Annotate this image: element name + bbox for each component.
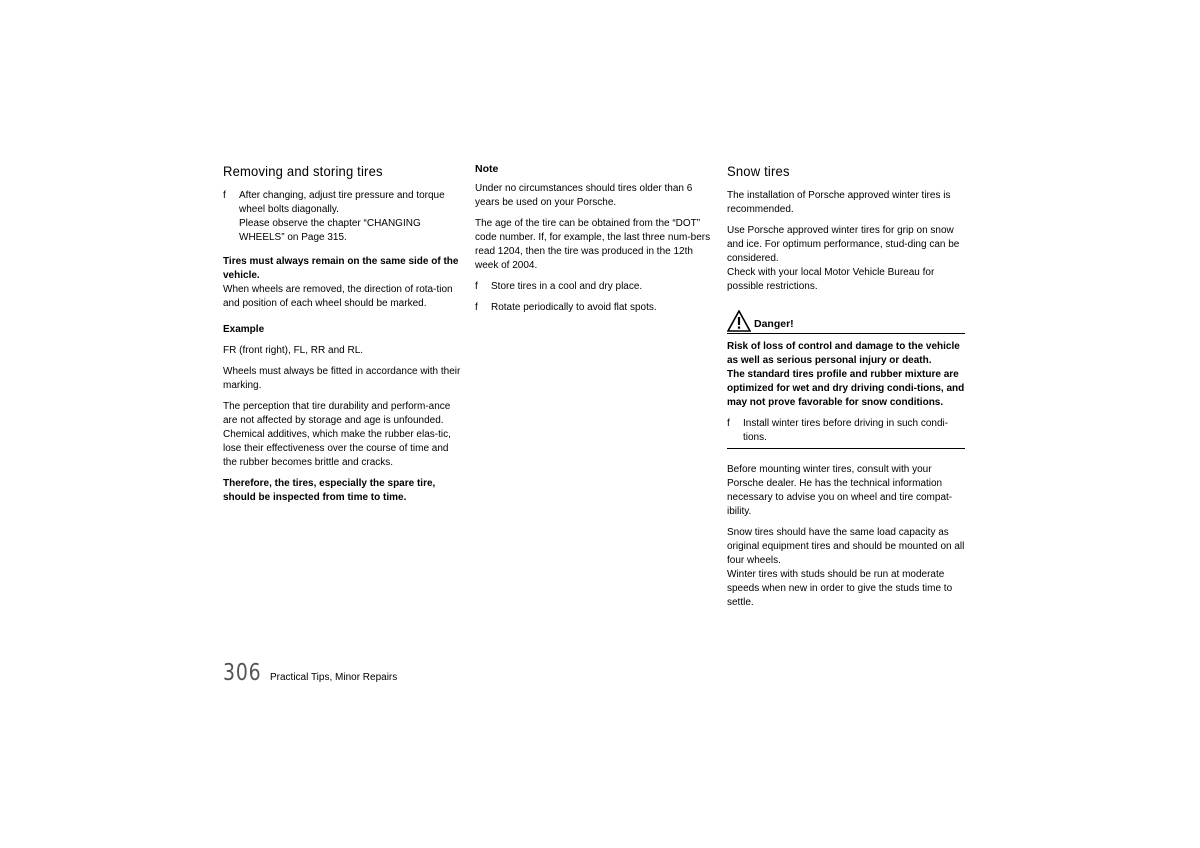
paragraph-load-capacity: Snow tires should have the same load capacity as original equipment tires and should be mounted on all four wheels. bbox=[727, 527, 965, 566]
paragraph-durability: The perception that tire durability and perform-ance are not affected by storage and age is unfounded. bbox=[223, 401, 451, 426]
warning-triangle-icon bbox=[727, 310, 751, 332]
section-title-removing-storing: Removing and storing tires bbox=[223, 163, 383, 179]
footer-section-title: Practical Tips, Minor Repairs bbox=[270, 672, 398, 683]
step-bullet: f bbox=[475, 281, 478, 292]
paragraph-grip: Use Porsche approved winter tires for grip on snow and ice. For optimum performance, stud-ding can be considered. bbox=[727, 225, 960, 264]
section-title-snow-tires: Snow tires bbox=[727, 163, 790, 179]
step-text: Store tires in a cool and dry place. bbox=[491, 281, 643, 292]
step-store-cool bbox=[475, 280, 711, 294]
page-footer bbox=[223, 660, 397, 686]
step-bullet: f bbox=[223, 190, 226, 201]
step-text: Install winter tires before driving in such condi-tions. bbox=[743, 418, 949, 443]
step-text: Rotate periodically to avoid flat spots. bbox=[491, 302, 657, 313]
step-text-reference: Please observe the chapter “CHANGING WHEELS” on Page 315. bbox=[239, 218, 421, 243]
step-text-main: After changing, adjust tire pressure and torque wheel bolts diagonally. bbox=[239, 190, 445, 215]
paragraph-restrictions: Check with your local Motor Vehicle Bureau for possible restrictions. bbox=[727, 267, 935, 292]
page-number: 306 bbox=[223, 660, 262, 686]
step-install-winter bbox=[727, 417, 965, 445]
paragraph-example: FR (front right), FL, RR and RL. bbox=[223, 345, 364, 356]
danger-profile-text: The standard tires profile and rubber mixture are optimized for wet and dry driving condi-tions, and may not prove favorable for snow conditions. bbox=[727, 369, 965, 408]
step-bullet: f bbox=[727, 418, 730, 429]
paragraph-studs: Winter tires with studs should be run at moderate speeds when new in order to give the studs time to settle. bbox=[727, 569, 953, 608]
step-rotate bbox=[475, 301, 711, 315]
paragraph-chemical: Chemical additives, which make the rubber elas-tic, lose their effectiveness over the course of time and the rubber becomes brittle and cracks. bbox=[223, 429, 451, 468]
example-title: Example bbox=[223, 324, 265, 335]
paragraph-fitting: Wheels must always be fitted in accordance with their marking. bbox=[223, 366, 461, 391]
paragraph-approved: The installation of Porsche approved winter tires is recommended. bbox=[727, 190, 951, 215]
note-title: Note bbox=[475, 163, 499, 175]
step-adjust-pressure bbox=[223, 189, 461, 245]
danger-header bbox=[727, 308, 965, 334]
danger-label: Danger! bbox=[754, 318, 794, 330]
warning-inspect: Therefore, the tires, especially the spare tire, should be inspected from time to time. bbox=[223, 478, 436, 503]
paragraph-dot-code: The age of the tire can be obtained from the “DOT” code number. If, for example, the last three num-bers read 1204, then the tire was produced in the 12th week of 2004. bbox=[475, 218, 711, 271]
step-bullet: f bbox=[475, 302, 478, 313]
warning-same-side: Tires must always remain on the same side of the vehicle. bbox=[223, 256, 459, 281]
danger-risk-text: Risk of loss of control and damage to the vehicle as well as serious personal injury or death. bbox=[727, 341, 960, 366]
paragraph-age-limit: Under no circumstances should tires older than 6 years be used on your Porsche. bbox=[475, 183, 693, 208]
danger-divider bbox=[727, 448, 965, 449]
column-note bbox=[475, 160, 711, 322]
column-snow-tires bbox=[727, 160, 965, 617]
column-removing-storing bbox=[223, 160, 461, 512]
paragraph-marking: When wheels are removed, the direction of rota-tion and position of each wheel should be marked. bbox=[223, 284, 453, 309]
step-text bbox=[239, 189, 461, 245]
paragraph-dealer: Before mounting winter tires, consult with your Porsche dealer. He has the technical information necessary to advise you on wheel and tire compat-ibility. bbox=[727, 464, 953, 517]
